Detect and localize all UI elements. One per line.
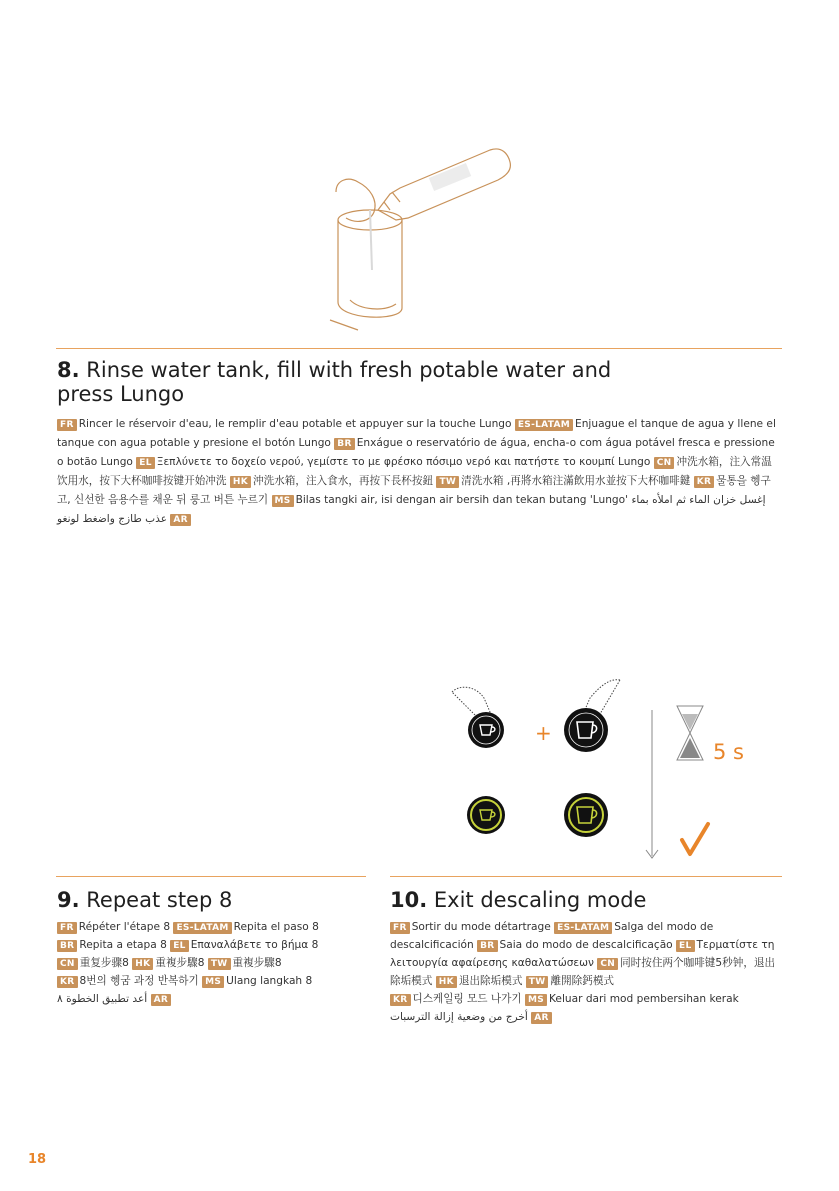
step-9-text-ms: Ulang langkah 8	[226, 975, 313, 987]
exit-descaling-illustration	[440, 672, 770, 872]
lungo-button-lit	[564, 793, 608, 837]
step-10-text-es-latam: Salga del modo de descalcificación	[390, 921, 714, 951]
lang-tag-ms: MS	[272, 495, 294, 507]
arrow-down-icon	[646, 710, 658, 858]
lang-tag-ms: MS	[525, 994, 547, 1006]
step-8-instructions	[57, 415, 781, 529]
lang-tag-el: EL	[136, 457, 154, 469]
lang-tag-hk: HK	[230, 476, 251, 488]
step-10-text-ar: أخرج من وضعية إزالة الترسبات	[390, 1011, 528, 1023]
step-8-text-ar: إغسل خزان الماء ثم املأه بماء عذب طازج واضغط لونغو	[57, 494, 766, 525]
step-10-text-tw: 離開除鈣模式	[550, 975, 615, 987]
step-10-text-el: Τερματίστε τη λειτουργία αφαίρεσης καθαλατώσεων	[390, 939, 775, 969]
water-bottle-icon	[378, 149, 510, 220]
espresso-button-pressed	[468, 712, 504, 748]
lang-tag-es-latam: ES-LATAM	[515, 419, 573, 431]
lang-tag-tw: TW	[436, 476, 459, 488]
step-8-title	[57, 358, 617, 406]
lang-tag-tw: TW	[208, 958, 231, 970]
lang-tag-es-latam: ES-LATAM	[173, 922, 231, 934]
lang-tag-kr: KR	[57, 976, 78, 988]
lang-tag-ar: AR	[151, 994, 172, 1006]
step-8-text-es-latam: Enjuague el tanque de agua y llene el tanque con agua potable y presione el botón Lungo	[57, 418, 776, 449]
step-9-text-el: Επαναλάβετε το βήμα 8	[190, 939, 319, 951]
step-8-text-tw: 清洗水箱 ,再將水箱注滿飲用水並按下大杯咖啡鍵	[461, 475, 691, 487]
step-9-text-es-latam: Repita el paso 8	[233, 921, 319, 933]
step-8-title-text: Rinse water tank, fill with fresh potable water and press Lungo	[57, 358, 612, 406]
step-9-text-hk: 重複步驟8	[155, 957, 205, 969]
lang-tag-es-latam: ES-LATAM	[554, 922, 612, 934]
step-10-text-fr: Sortir du mode détartrage	[411, 921, 551, 933]
step-9-text-kr: 8번의 헹굼 과정 반복하기	[79, 975, 199, 987]
lang-tag-cn: CN	[597, 958, 618, 970]
step-9-text-cn: 重复步骤8	[79, 957, 129, 969]
lang-tag-br: BR	[477, 940, 497, 952]
water-tank-icon	[330, 179, 402, 330]
step-8-number: 8.	[57, 358, 80, 382]
lang-tag-cn: CN	[654, 457, 675, 469]
step-8-text-kr: 물통을 헹구고, 신선한 음용수를 채운 뒤 룽고 버튼 누르기	[57, 475, 771, 506]
step-8-text-cn: 冲洗水箱，注入常温饮用水，按下大杯咖啡按键开始冲洗	[57, 456, 772, 487]
step-10-instructions	[390, 918, 782, 1026]
step-9-title	[57, 887, 357, 913]
rinse-tank-illustration	[300, 130, 540, 340]
lang-tag-fr: FR	[390, 922, 410, 934]
step-10-text-br: Saia do modo de descalcificação	[499, 939, 673, 951]
lungo-button-pressed	[564, 708, 608, 752]
step-9-text-fr: Répéter l'étape 8	[78, 921, 171, 933]
lang-tag-fr: FR	[57, 922, 77, 934]
step-8-text-hk: 沖洗水箱，注入食水，再按下長杯按鈕	[252, 475, 434, 487]
step-10-title	[390, 887, 780, 913]
plus-sign: +	[535, 721, 552, 745]
lang-tag-kr: KR	[390, 994, 411, 1006]
page-number: 18	[28, 1152, 47, 1167]
step-10-text-hk: 退出除垢模式	[458, 975, 523, 987]
step-8-text-br: Enxágue o reservatório de água, encha-o com água potável fresca e pressione o botão Lungo	[57, 437, 775, 468]
step-10-number: 10.	[390, 888, 428, 912]
checkmark-icon	[682, 824, 708, 854]
lang-tag-br: BR	[334, 438, 354, 450]
lang-tag-cn: CN	[57, 958, 78, 970]
step-10-text-kr: 디스케일링 모드 나가기	[412, 993, 522, 1005]
step-10-text-ms: Keluar dari mod pembersihan kerak	[549, 993, 739, 1005]
lang-tag-el: EL	[170, 940, 188, 952]
step-9-text-tw: 重複步驟8	[232, 957, 282, 969]
step-9-instructions	[57, 918, 357, 1008]
step-9-text-br: Repita a etapa 8	[79, 939, 167, 951]
lang-tag-ms: MS	[202, 976, 224, 988]
lang-tag-ar: AR	[170, 514, 191, 526]
lang-tag-el: EL	[676, 940, 694, 952]
lang-tag-br: BR	[57, 940, 77, 952]
lang-tag-kr: KR	[694, 476, 715, 488]
lang-tag-ar: AR	[531, 1012, 552, 1024]
step-8-text-ms: Bilas tangki air, isi dengan air bersih dan tekan butang 'Lungo'	[295, 494, 629, 506]
hourglass-icon	[677, 706, 703, 760]
step-8-text-el: Ξεπλύνετε το δοχείο νερού, γεμίστε το με φρέσκο πόσιμο νερό και πατήστε το κουμπί Lungo	[156, 456, 651, 468]
step-9-title-text: Repeat step 8	[86, 888, 233, 912]
step-8-text-fr: Rincer le réservoir d'eau, le remplir d'eau potable et appuyer sur la touche Lungo	[78, 418, 512, 430]
lang-tag-fr: FR	[57, 419, 77, 431]
step-10-text-cn: 同时按住两个咖啡键5秒钟，退出除垢模式	[390, 957, 776, 987]
step-9-number: 9.	[57, 888, 80, 912]
lang-tag-hk: HK	[132, 958, 153, 970]
timer-duration: 5 s	[713, 740, 744, 764]
lang-tag-hk: HK	[436, 976, 457, 988]
espresso-button-lit	[467, 796, 505, 834]
step-9-text-ar: أعد تطبيق الخطوة ٨	[57, 993, 148, 1005]
lang-tag-tw: TW	[526, 976, 549, 988]
step-10-title-text: Exit descaling mode	[433, 888, 647, 912]
